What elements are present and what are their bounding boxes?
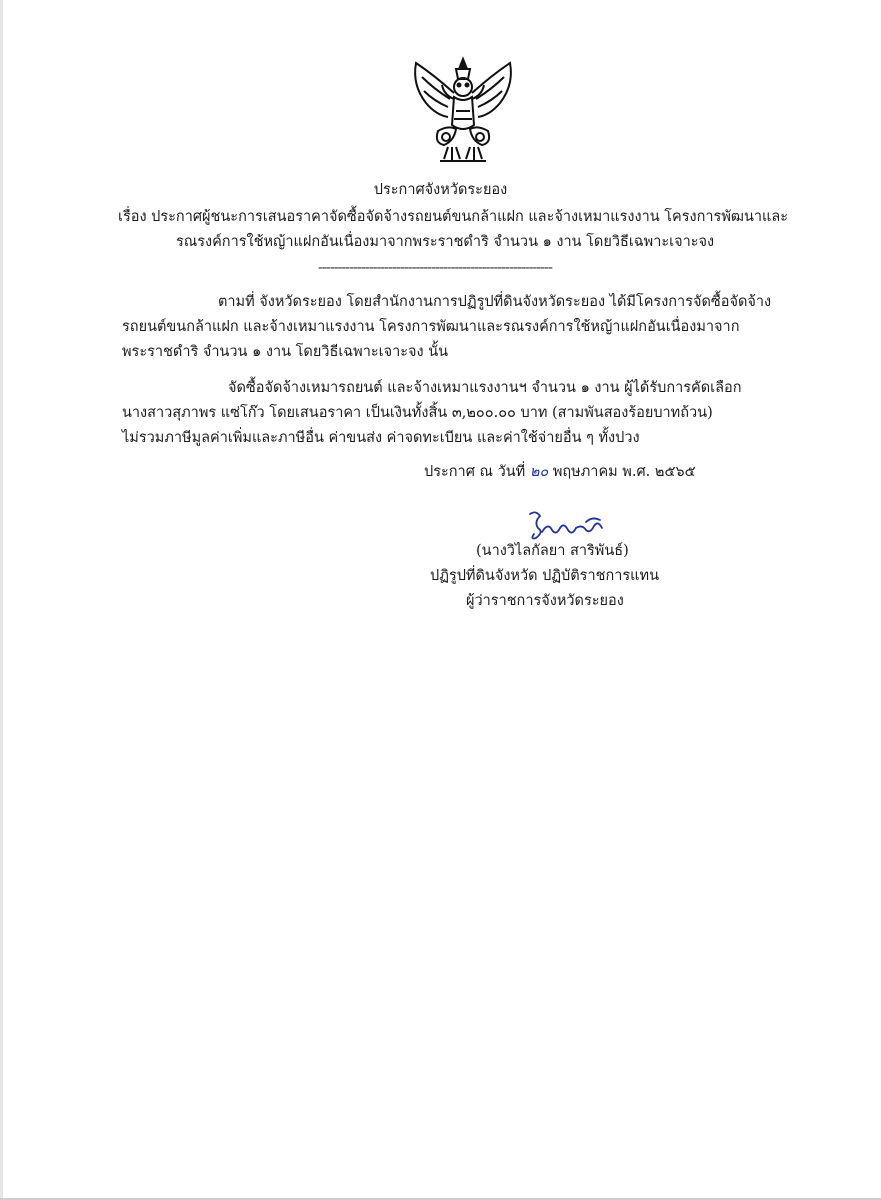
subject-line-1: เรื่อง ประกาศผู้ชนะการเสนอราคาจัดซื้อจัดจ้างรถยนต์ขนกล้าแฝก และจ้างเหมาแรงงาน โครงการพัฒนาและ xyxy=(118,209,789,225)
announcement-title: ประกาศจังหวัดระยอง xyxy=(373,182,508,198)
divider-rule: ------------------------------------------------------------ xyxy=(318,260,552,276)
garuda-emblem-icon xyxy=(404,55,522,173)
paragraph-1-line-1: ตามที่ จังหวัดระยอง โดยสำนักงานการปฏิรูปที่ดินจังหวัดระยอง ได้มีโครงการจัดซื้อจัดจ้าง xyxy=(218,294,772,310)
date-day-handwritten: ๒๐ xyxy=(529,464,549,480)
paragraph-2-line-2: นางสาวสุภาพร แซ่โก๊ว โดยเสนอราคา เป็นเงินทั้งสิ้น ๓,๒๐๐.๐๐ บาท (สามพันสองร้อยบาทถ้วน) xyxy=(122,405,713,421)
date-suffix: พฤษภาคม พ.ศ. ๒๕๖๕ xyxy=(548,464,696,480)
paragraph-1-line-2: รถยนต์ขนกล้าแฝก และจ้างเหมาแรงงาน โครงการพัฒนาและรณรงค์การใช้หญ้าแฝกอันเนื่องมาจาก xyxy=(122,319,740,335)
paragraph-2-line-1: จัดซื้อจัดจ้างเหมารถยนต์ และจ้างเหมาแรงงานฯ จำนวน ๑ งาน ผู้ได้รับการคัดเลือก xyxy=(228,380,742,396)
date-prefix: ประกาศ ณ วันที่ xyxy=(424,464,530,480)
paragraph-2-line-3: ไม่รวมภาษีมูลค่าเพิ่มและภาษีอื่น ค่าขนส่ง ค่าจดทะเบียน และค่าใช้จ่ายอื่น ๆ ทั้งปวง xyxy=(122,430,640,446)
announcement-date xyxy=(424,462,696,482)
signatory-position-1: ปฏิรูปที่ดินจังหวัด ปฏิบัติราชการแทน xyxy=(430,568,659,584)
signatory-name: (นางวิไลกัลยา สาริพันธ์) xyxy=(476,543,629,559)
signatory-position-2: ผู้ว่าราชการจังหวัดระยอง xyxy=(466,593,624,609)
subject-line-2: รณรงค์การใช้หญ้าแฝกอันเนื่องมาจากพระราชดำริ จำนวน ๑ งาน โดยวิธีเฉพาะเจาะจง xyxy=(176,234,715,250)
paragraph-1-line-3: พระราชดำริ จำนวน ๑ งาน โดยวิธีเฉพาะเจาะจง นั้น xyxy=(122,344,449,360)
